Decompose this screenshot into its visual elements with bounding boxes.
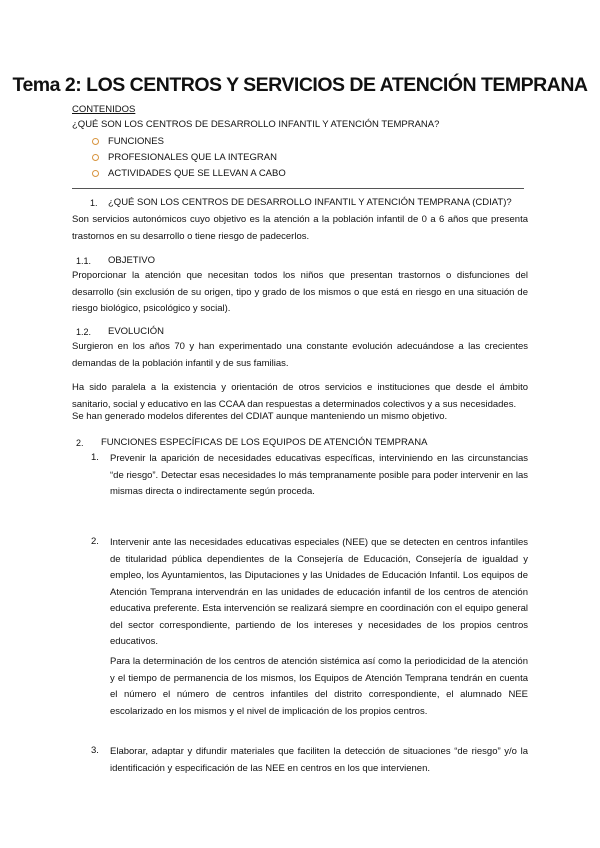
- contents-bullet-item: FUNCIONES: [92, 134, 286, 150]
- function-item-number: 3.: [91, 745, 99, 756]
- contents-label: CONTENIDOS: [72, 104, 136, 115]
- function-item-number: 2.: [91, 536, 99, 547]
- section-1-number: 1.: [90, 198, 98, 208]
- function-item-number: 1.: [91, 452, 99, 463]
- bullet-circle-icon: [92, 154, 99, 161]
- section-2-number: 2.: [76, 438, 84, 448]
- subsection-1-2-number: 1.2.: [76, 327, 92, 337]
- page-title: Tema 2: LOS CENTROS Y SERVICIOS DE ATENCIÓN TEMPRANA: [12, 74, 588, 96]
- function-item-text: Intervenir ante las necesidades educativas especiales (NEE) que se detecten en centros infantiles de titularidad pública dependientes de la Consejería de Educación, Consejería de igualdad y empleo, los Ayuntamientos, las Diputaciones y las Unidades de Educación Infantil. Los equipos de Atención Temprana intervendrán en las unidades de educación infantil de los centros de atención educativa preferente. Esta intervención se realizará siempre en coordinación con el equipo general del sector correspondiente, partiendo de los intereses y necesidades de los propios centros educativos.: [110, 537, 528, 647]
- function-item-extra-text: Para la determinación de los centros de atención sistémica así como la periodicidad de la atención y el tiempo de permanencia de los mismos, los Equipos de Atención Temprana tendrán en cuenta el número el número de centros infantiles del distrito correspondiente, el alumnado NEE escolarizado en los mismos y el nivel de implicación de los propios centros.: [110, 656, 528, 717]
- contents-question: ¿QUÉ SON LOS CENTROS DE DESARROLLO INFANTIL Y ATENCIÓN TEMPRANA?: [72, 119, 440, 130]
- function-item-text: Elaborar, adaptar y difundir materiales que faciliten la detección de situaciones “de riesgo” y/o la identificación y especificación de las NEE en centros en los que intervienen.: [110, 746, 528, 774]
- bullet-circle-icon: [92, 170, 99, 177]
- section-2-heading: FUNCIONES ESPECÍFICAS DE LOS EQUIPOS DE ATENCIÓN TEMPRANA: [101, 437, 428, 448]
- contents-bullet-item: PROFESIONALES QUE LA INTEGRAN: [92, 150, 286, 166]
- subsection-1-2-heading: EVOLUCIÓN: [108, 326, 164, 337]
- subsection-1-2-paragraph-3: Se han generado modelos diferentes del CDIAT aunque manteniendo un mismo objetivo.: [72, 411, 448, 422]
- section-1-body: Son servicios autonómicos cuyo objetivo es la atención a la población infantil de 0 a 6 años que presenta trastornos en su desarrollo o tiene riesgo de padecerlos.: [72, 214, 528, 242]
- subsection-1-1-number: 1.1.: [76, 256, 92, 266]
- contents-bullet-list: [92, 134, 286, 182]
- section-1-heading: ¿QUÉ SON LOS CENTROS DE DESARROLLO INFANTIL Y ATENCIÓN TEMPRANA (CDIAT)?: [108, 197, 512, 208]
- function-item-text: Prevenir la aparición de necesidades educativas específicas, interviniendo en las circunstancias “de riesgo”. Detectar esas necesidades lo más tempranamente posible para poder intervenir en las mismas directa o indirectamente según proceda.: [110, 453, 528, 497]
- subsection-1-2-paragraph-1: Surgieron en los años 70 y han experimentado una constante evolución adecuándose a las crecientes demandas de la población infantil y de sus familias.: [72, 341, 528, 369]
- subsection-1-1-body: Proporcionar la atención que necesitan todos los niños que presentan trastornos o disfunciones del desarrollo (sin exclusión de su origen, tipo y grado de los mismos o que está en riesgo en una situación de riesgo biológico, psicológico y social).: [72, 270, 528, 314]
- horizontal-divider: [72, 188, 524, 189]
- bullet-circle-icon: [92, 138, 99, 145]
- subsection-1-2-paragraph-2: Ha sido paralela a la existencia y orientación de otros servicios e instituciones que desde el ámbito sanitario, social y educativo en las CCAA dan respuestas a determinados colectivos y a sus necesidades.: [72, 382, 528, 410]
- subsection-1-1-heading: OBJETIVO: [108, 255, 155, 266]
- contents-bullet-item: ACTIVIDADES QUE SE LLEVAN A CABO: [92, 166, 286, 182]
